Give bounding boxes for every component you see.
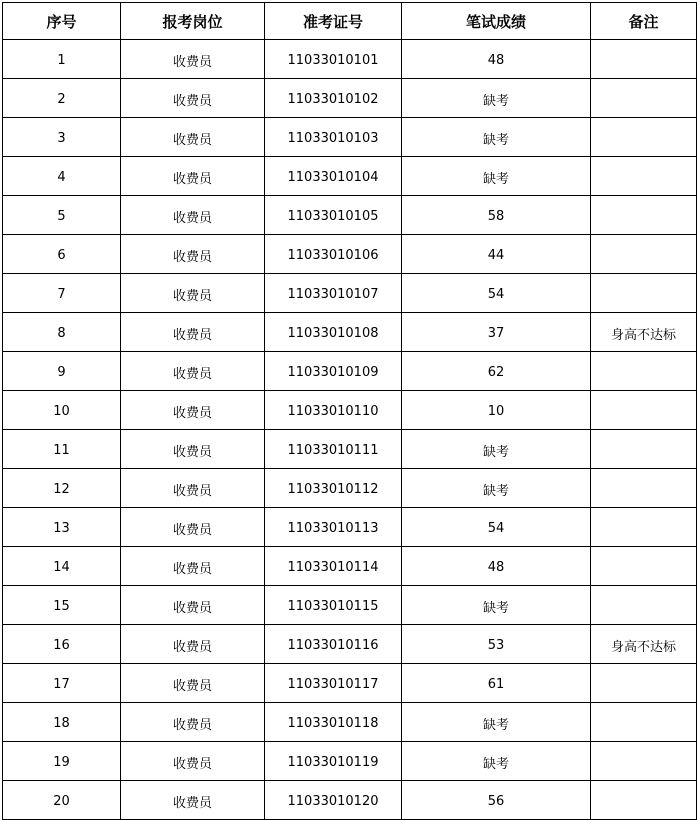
cell-ticket: 11033010103	[265, 118, 402, 157]
table-row	[3, 313, 697, 352]
cell-seq: 3	[3, 118, 121, 157]
cell-seq: 19	[3, 742, 121, 781]
cell-score: 62	[402, 352, 591, 391]
cell-ticket: 11033010110	[265, 391, 402, 430]
cell-score: 58	[402, 196, 591, 235]
cell-seq: 12	[3, 469, 121, 508]
cell-score: 44	[402, 235, 591, 274]
cell-note	[591, 703, 697, 742]
cell-note	[591, 781, 697, 820]
header-note: 备注	[591, 3, 697, 40]
cell-score: 53	[402, 625, 591, 664]
cell-ticket: 11033010113	[265, 508, 402, 547]
cell-score: 缺考	[402, 118, 591, 157]
table-row	[3, 118, 697, 157]
cell-position: 收费员	[121, 79, 265, 118]
cell-note	[591, 664, 697, 703]
cell-seq: 1	[3, 40, 121, 79]
header-position: 报考岗位	[121, 3, 265, 40]
header-seq: 序号	[3, 3, 121, 40]
table-row	[3, 742, 697, 781]
cell-position: 收费员	[121, 391, 265, 430]
cell-ticket: 11033010118	[265, 703, 402, 742]
table-row	[3, 196, 697, 235]
cell-position: 收费员	[121, 781, 265, 820]
cell-score: 37	[402, 313, 591, 352]
cell-seq: 13	[3, 508, 121, 547]
cell-note	[591, 235, 697, 274]
cell-score: 缺考	[402, 703, 591, 742]
cell-ticket: 11033010102	[265, 79, 402, 118]
cell-ticket: 11033010106	[265, 235, 402, 274]
table-row	[3, 625, 697, 664]
cell-ticket: 11033010114	[265, 547, 402, 586]
table-row	[3, 781, 697, 820]
cell-ticket: 11033010119	[265, 742, 402, 781]
cell-ticket: 11033010112	[265, 469, 402, 508]
cell-score: 48	[402, 547, 591, 586]
cell-seq: 2	[3, 79, 121, 118]
cell-score: 10	[402, 391, 591, 430]
cell-score: 缺考	[402, 586, 591, 625]
cell-score: 56	[402, 781, 591, 820]
cell-position: 收费员	[121, 508, 265, 547]
table-row	[3, 586, 697, 625]
header-row	[3, 3, 697, 40]
cell-seq: 5	[3, 196, 121, 235]
table-row	[3, 157, 697, 196]
cell-position: 收费员	[121, 313, 265, 352]
cell-note	[591, 196, 697, 235]
cell-note	[591, 274, 697, 313]
cell-score: 54	[402, 274, 591, 313]
cell-position: 收费员	[121, 469, 265, 508]
cell-score: 54	[402, 508, 591, 547]
table-row	[3, 391, 697, 430]
cell-ticket: 11033010115	[265, 586, 402, 625]
cell-ticket: 11033010101	[265, 40, 402, 79]
cell-note	[591, 742, 697, 781]
cell-score: 缺考	[402, 742, 591, 781]
cell-seq: 9	[3, 352, 121, 391]
cell-seq: 8	[3, 313, 121, 352]
table-row	[3, 235, 697, 274]
table-row	[3, 547, 697, 586]
table-body	[3, 40, 697, 820]
table-row	[3, 508, 697, 547]
cell-note	[591, 430, 697, 469]
cell-seq: 11	[3, 430, 121, 469]
cell-note	[591, 469, 697, 508]
cell-position: 收费员	[121, 742, 265, 781]
cell-position: 收费员	[121, 703, 265, 742]
cell-seq: 18	[3, 703, 121, 742]
cell-ticket: 11033010120	[265, 781, 402, 820]
cell-score: 缺考	[402, 157, 591, 196]
header-score: 笔试成绩	[402, 3, 591, 40]
cell-ticket: 11033010117	[265, 664, 402, 703]
cell-position: 收费员	[121, 664, 265, 703]
cell-position: 收费员	[121, 118, 265, 157]
cell-ticket: 11033010111	[265, 430, 402, 469]
table-row	[3, 352, 697, 391]
cell-score: 缺考	[402, 469, 591, 508]
cell-ticket: 11033010116	[265, 625, 402, 664]
cell-seq: 15	[3, 586, 121, 625]
cell-seq: 14	[3, 547, 121, 586]
cell-seq: 17	[3, 664, 121, 703]
table-row	[3, 79, 697, 118]
cell-note	[591, 40, 697, 79]
table-row	[3, 664, 697, 703]
cell-position: 收费员	[121, 586, 265, 625]
table-row	[3, 274, 697, 313]
cell-seq: 6	[3, 235, 121, 274]
cell-position: 收费员	[121, 235, 265, 274]
cell-position: 收费员	[121, 157, 265, 196]
table-row	[3, 40, 697, 79]
cell-note	[591, 79, 697, 118]
cell-seq: 16	[3, 625, 121, 664]
cell-score: 61	[402, 664, 591, 703]
cell-score: 48	[402, 40, 591, 79]
cell-note: 身高不达标	[591, 313, 697, 352]
cell-note	[591, 508, 697, 547]
cell-position: 收费员	[121, 274, 265, 313]
cell-ticket: 11033010104	[265, 157, 402, 196]
cell-position: 收费员	[121, 430, 265, 469]
cell-note	[591, 547, 697, 586]
cell-seq: 20	[3, 781, 121, 820]
cell-note	[591, 391, 697, 430]
table-row	[3, 430, 697, 469]
cell-seq: 10	[3, 391, 121, 430]
cell-position: 收费员	[121, 352, 265, 391]
cell-ticket: 11033010108	[265, 313, 402, 352]
cell-ticket: 11033010107	[265, 274, 402, 313]
cell-seq: 4	[3, 157, 121, 196]
cell-ticket: 11033010105	[265, 196, 402, 235]
cell-position: 收费员	[121, 625, 265, 664]
table-row	[3, 469, 697, 508]
cell-note	[591, 157, 697, 196]
cell-note	[591, 118, 697, 157]
cell-note: 身高不达标	[591, 625, 697, 664]
cell-position: 收费员	[121, 547, 265, 586]
cell-note	[591, 586, 697, 625]
cell-note	[591, 352, 697, 391]
score-table	[2, 2, 697, 820]
cell-seq: 7	[3, 274, 121, 313]
table-row	[3, 703, 697, 742]
cell-position: 收费员	[121, 40, 265, 79]
cell-score: 缺考	[402, 430, 591, 469]
header-ticket: 准考证号	[265, 3, 402, 40]
cell-ticket: 11033010109	[265, 352, 402, 391]
cell-position: 收费员	[121, 196, 265, 235]
cell-score: 缺考	[402, 79, 591, 118]
